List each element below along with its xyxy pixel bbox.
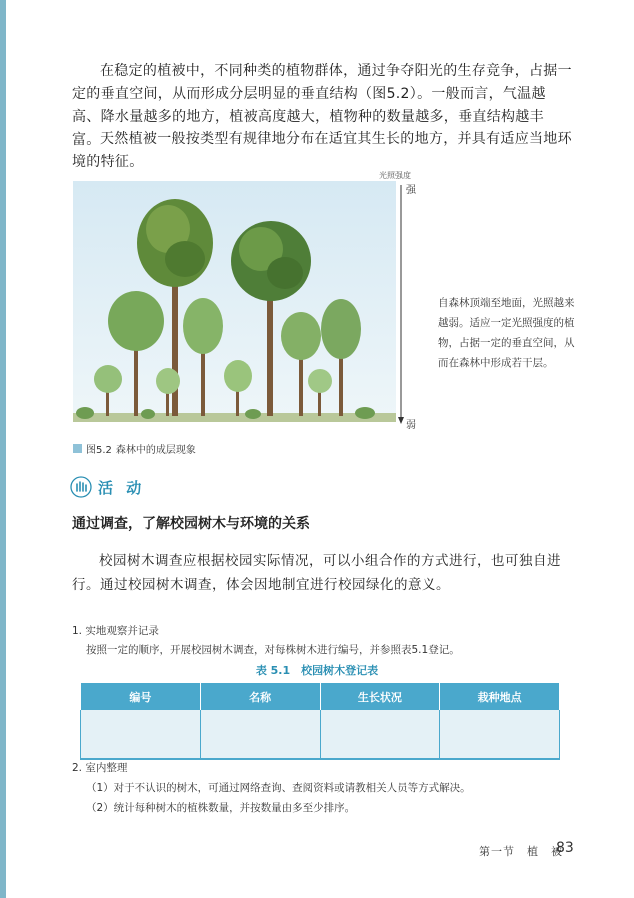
table-title: 表 5.1 校园树木登记表 <box>255 664 379 677</box>
figure-annotation: 自森林顶端至地面，光照越来越弱。适应一定光照强度的植物，占据一定的垂直空间，从而在森林中形成若干层。 <box>438 297 575 369</box>
paragraph-vertical-structure: 在稳定的植被中，不同种类的植物群体，通过争夺阳光的生存竞争，占据一定的垂直空间，从而形成分层明显的垂直结构（图5.2）。一般而言，气温越高、降水量越多的地方，植被高度越大，植物种的数量越多，垂直结构越丰富。 <box>72 63 572 148</box>
table-cell <box>320 710 440 759</box>
activity-intro: 校园树木调查应根据校园实际情况，可以小组合作的方式进行，也可独自进行。通过校园树木调查，体会因地制宜进行校园绿化的意义。 <box>72 553 561 593</box>
light-gradient-arrow <box>398 183 404 425</box>
step-1-description: 按照一定的顺序，开展校园树木调查，对每株树木进行编号，并参照表5.1登记。 <box>86 644 460 656</box>
light-weak-label: 弱 <box>406 420 416 431</box>
footer-section-title: 第一节 植 被 <box>479 845 563 858</box>
table-header-name: 名称 <box>200 683 320 710</box>
caption-text: 森林中的成层现象 <box>115 445 196 456</box>
activity-hand-icon <box>70 476 92 498</box>
light-intensity-label: 光照强度 <box>379 171 411 180</box>
step-2-heading: 2. 室内整理 <box>72 762 128 774</box>
table-cell <box>200 710 320 759</box>
tree-register-table <box>80 683 560 760</box>
activity-label: 活 动 <box>98 478 146 497</box>
forest-layers-illustration <box>73 181 396 422</box>
light-strong-label: 强 <box>406 185 416 196</box>
table-cell <box>81 710 201 759</box>
caption-marker-icon <box>73 444 82 453</box>
table-header-growth: 生长状况 <box>320 683 440 710</box>
table-row <box>81 710 560 759</box>
table-cell <box>440 710 560 759</box>
activity-header <box>70 476 145 498</box>
table-header-location: 栽种地点 <box>440 683 560 710</box>
step-2-item-2: （2）统计每种树木的植株数量，并按数量由多至少排序。 <box>86 802 356 814</box>
activity-title: 通过调查，了解校园树木与环境的关系 <box>72 516 310 532</box>
page-number: 83 <box>556 840 574 856</box>
table-header-number: 编号 <box>81 683 201 710</box>
page-edge-bar <box>0 0 6 898</box>
caption-number: 图5.2 <box>86 445 112 456</box>
figure-caption <box>73 441 196 456</box>
step-2-item-1: （1）对于不认识的树木，可通过网络查询、查阅资料或请教相关人员等方式解决。 <box>86 782 471 794</box>
step-1-heading: 1. 实地观察并记录 <box>72 625 159 637</box>
paragraph-vegetation-distribution: 天然植被一般按类型有规律地分布在适宜其生长的地方，并具有适应当地环境的特征。 <box>72 131 572 170</box>
